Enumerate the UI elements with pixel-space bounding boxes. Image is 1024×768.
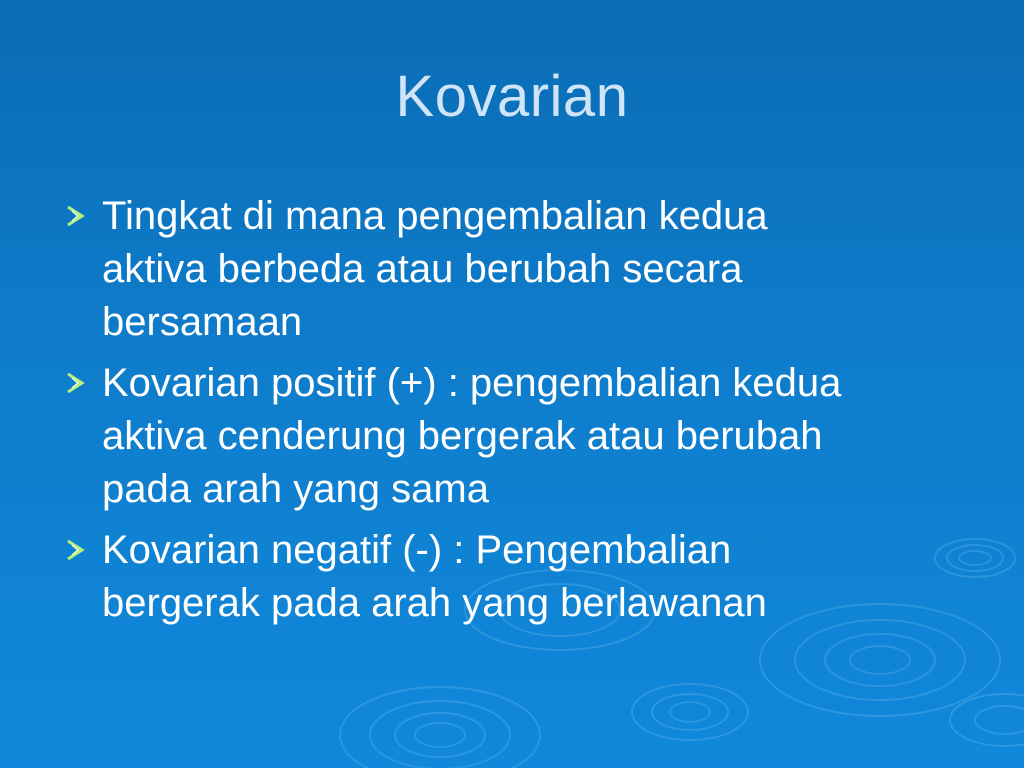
chevron-right-icon	[62, 536, 90, 564]
bullet-text-line: aktiva cenderung bergerak atau berubah	[102, 414, 823, 458]
bullet-text-line: Kovarian negatif (-) : Pengembalian	[102, 528, 732, 572]
bullet-item	[62, 357, 962, 516]
slide-title: Kovarian	[395, 64, 629, 129]
bullet-text-line: pada arah yang sama	[102, 467, 489, 511]
bullet-item	[62, 190, 962, 349]
chevron-right-icon	[62, 202, 90, 230]
bullet-text-line: bergerak pada arah yang berlawanan	[102, 581, 767, 625]
bullet-text-line: aktiva berbeda atau berubah secara	[102, 247, 743, 291]
bullet-item	[62, 524, 962, 630]
bullet-list	[62, 190, 962, 638]
bullet-text-line: Kovarian positif (+) : pengembalian kedua	[102, 361, 842, 405]
bullet-text-line: Tingkat di mana pengembalian kedua	[102, 194, 768, 238]
chevron-right-icon	[62, 369, 90, 397]
bullet-text-line: bersamaan	[102, 300, 303, 344]
